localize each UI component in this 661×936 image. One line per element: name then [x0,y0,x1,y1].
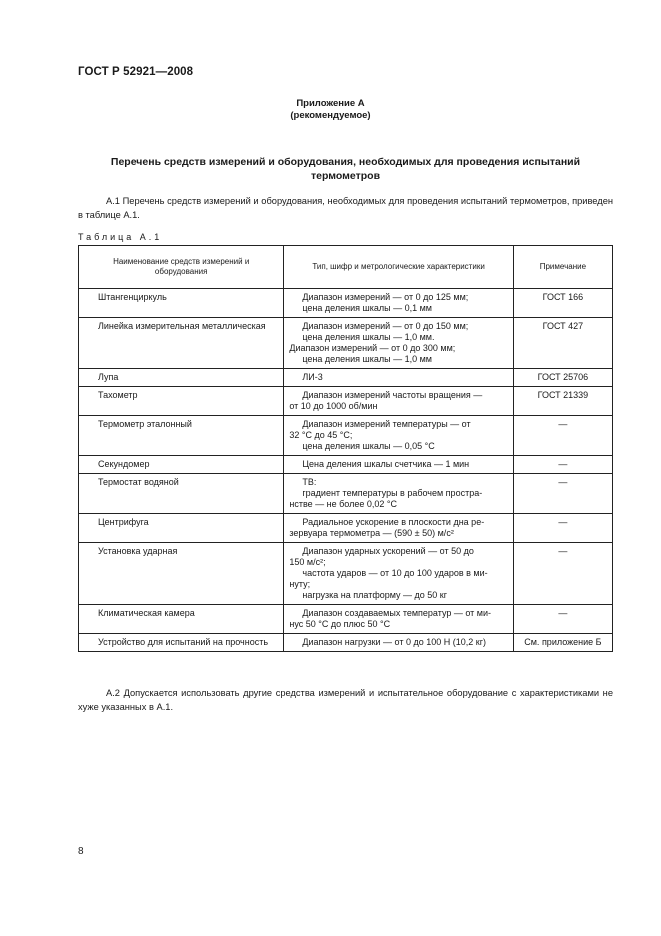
characteristic-line: нстве — не более 0,02 °С [289,499,397,509]
table-row [79,369,613,387]
equipment-table [78,245,613,652]
characteristic-line: нагрузка на платформу — до 50 кг [302,590,448,600]
header-characteristics: Тип, шифр и метрологические характеристики [284,246,513,289]
table-row [79,416,613,456]
page-number: 8 [78,846,84,857]
equipment-name: Термометр эталонный [79,416,284,456]
equipment-note: — [513,543,612,605]
characteristic-line: Радиальное ускорение в плоскости дна ре- [302,517,485,527]
characteristic-line: ЛИ-3 [302,372,323,382]
paragraph-a2-text: А.2 Допускается использовать другие средства измерений и испытательное оборудование с характеристиками не хуже указанных в А.1. [78,688,613,712]
characteristic-line: Диапазон ударных ускорений — от 50 до [302,546,474,556]
characteristic-line: Диапазон создаваемых температур — от ми- [302,608,491,618]
equipment-note: ГОСТ 25706 [513,369,612,387]
table-row [79,605,613,634]
characteristic-line: 32 °С до 45 °С; [289,430,353,440]
section-title [78,156,613,183]
equipment-note: ГОСТ 21339 [513,387,612,416]
characteristic-line: нуту; [289,579,311,589]
equipment-characteristics [284,289,513,318]
characteristic-line: Диапазон измерений частоты вращения — [302,390,483,400]
equipment-characteristics [284,474,513,514]
characteristic-line: от 10 до 1000 об/мин [289,401,378,411]
table-row [79,474,613,514]
characteristic-line: зервуара термометра — (590 ± 50) м/с² [289,528,454,538]
equipment-note: — [513,514,612,543]
equipment-name: Климатическая камера [79,605,284,634]
equipment-characteristics [284,456,513,474]
characteristic-line: цена деления шкалы — 0,1 мм [302,303,432,313]
equipment-name: Лупа [79,369,284,387]
equipment-characteristics [284,634,513,652]
characteristic-line: Диапазон измерений температуры — от [302,419,471,429]
equipment-characteristics [284,369,513,387]
section-title-line-1: Перечень средств измерений и оборудования, необходимых для проведения испытаний [110,156,581,168]
equipment-name: Устройство для испытаний на прочность [79,634,284,652]
table-row [79,289,613,318]
characteristic-line: Цена деления шкалы счетчика — 1 мин [302,459,470,469]
paragraph-a1-text: А.1 Перечень средств измерений и оборудования, необходимых для проведения испытаний термометров, приведен в таблице А.1. [78,196,613,220]
characteristic-line: цена деления шкалы — 1,0 мм. [302,332,435,342]
equipment-characteristics [284,416,513,456]
characteristic-line: Диапазон нагрузки — от 0 до 100 Н (10,2 кг) [302,637,486,647]
table-row [79,318,613,369]
equipment-note: ГОСТ 427 [513,318,612,369]
characteristic-line: частота ударов — от 10 до 100 ударов в ми- [302,568,488,578]
equipment-name: Штангенциркуль [79,289,284,318]
appendix-title: Приложение А [296,98,365,109]
header-name: Наименование средств измерений и оборудования [79,246,284,289]
equipment-note: См. приложение Б [513,634,612,652]
equipment-name: Линейка измерительная металлическая [79,318,284,369]
equipment-note: — [513,416,612,456]
document-code: ГОСТ Р 52921—2008 [78,66,194,78]
table-row [79,514,613,543]
equipment-name: Тахометр [79,387,284,416]
equipment-note: — [513,605,612,634]
appendix-heading [0,98,661,122]
table-row [79,387,613,416]
table-row [79,456,613,474]
characteristic-line: цена деления шкалы — 1,0 мм [302,354,432,364]
paragraph-a2 [78,687,613,714]
equipment-note: ГОСТ 166 [513,289,612,318]
equipment-name: Секундомер [79,456,284,474]
table-row [79,543,613,605]
characteristic-line: цена деления шкалы — 0,05 °С [302,441,435,451]
equipment-characteristics [284,387,513,416]
table-row [79,634,613,652]
characteristic-line: нус 50 °С до плюс 50 °С [289,619,391,629]
characteristic-line: ТВ: [302,477,317,487]
equipment-characteristics [284,543,513,605]
paragraph-a1 [78,195,613,222]
equipment-name: Установка ударная [79,543,284,605]
characteristic-line: Диапазон измерений — от 0 до 300 мм; [289,343,456,353]
appendix-status: (рекомендуемое) [290,110,371,121]
characteristic-line: градиент температуры в рабочем простра- [302,488,483,498]
table-body [79,289,613,652]
equipment-note: — [513,474,612,514]
equipment-name: Центрифуга [79,514,284,543]
table-caption: Таблица А.1 [78,232,163,242]
equipment-note: — [513,456,612,474]
characteristic-line: Диапазон измерений — от 0 до 150 мм; [302,321,469,331]
characteristic-line: 150 м/с²; [289,557,326,567]
header-note: Примечание [513,246,612,289]
table-header-row [79,246,613,289]
equipment-name: Термостат водяной [79,474,284,514]
equipment-characteristics [284,514,513,543]
characteristic-line: Диапазон измерений — от 0 до 125 мм; [302,292,469,302]
equipment-characteristics [284,318,513,369]
section-title-line-2: термометров [310,169,381,182]
equipment-characteristics [284,605,513,634]
